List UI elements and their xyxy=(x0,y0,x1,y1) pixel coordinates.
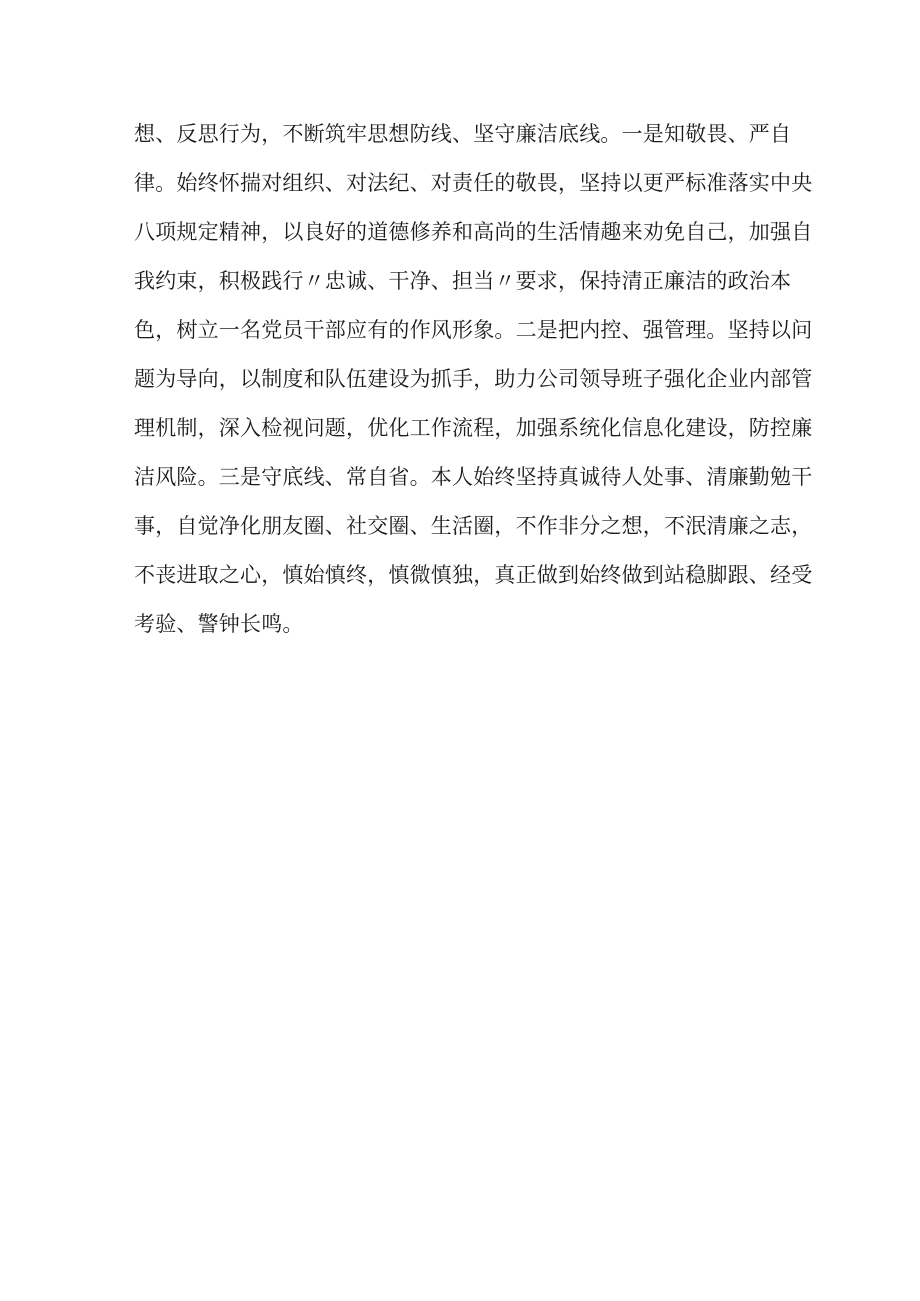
text-line: 理机制，深入检视问题，优化工作流程，加强系统化信息化建设，防控廉 xyxy=(134,416,813,440)
text-line: 题为导向，以制度和队伍建设为抓手，助力公司领导班子强化企业内部管 xyxy=(134,367,813,391)
text-line: 律。始终怀揣对组织、对法纪、对责任的敬畏，坚持以更严标准落实中央 xyxy=(134,171,813,195)
text-line: 事，自觉净化朋友圈、社交圈、生活圈，不作非分之想，不泯清廉之志， xyxy=(134,514,813,538)
text-line: 洁风险。三是守底线、常自省。本人始终坚持真诚待人处事、清廉勤勉干 xyxy=(134,465,813,489)
body-paragraph xyxy=(134,110,813,649)
text-line: 八项规定精神，以良好的道德修养和高尚的生活情趣来劝免自己，加强自 xyxy=(134,220,813,244)
text-line: 不丧进取之心，慎始慎终，慎微慎独，真正做到始终做到站稳脚跟、经受 xyxy=(134,563,813,587)
text-line: 色，树立一名党员干部应有的作风形象。二是把内控、强管理。坚持以问 xyxy=(134,318,813,342)
text-line: 考验、警钟长鸣。 xyxy=(134,612,304,636)
text-line: 我约束，积极践行〃忠诚、干净、担当〃要求，保持清正廉洁的政治本 xyxy=(134,269,792,293)
text-line: 想、反思行为，不断筑牢思想防线、坚守廉洁底线。一是知敬畏、严自 xyxy=(134,122,792,146)
